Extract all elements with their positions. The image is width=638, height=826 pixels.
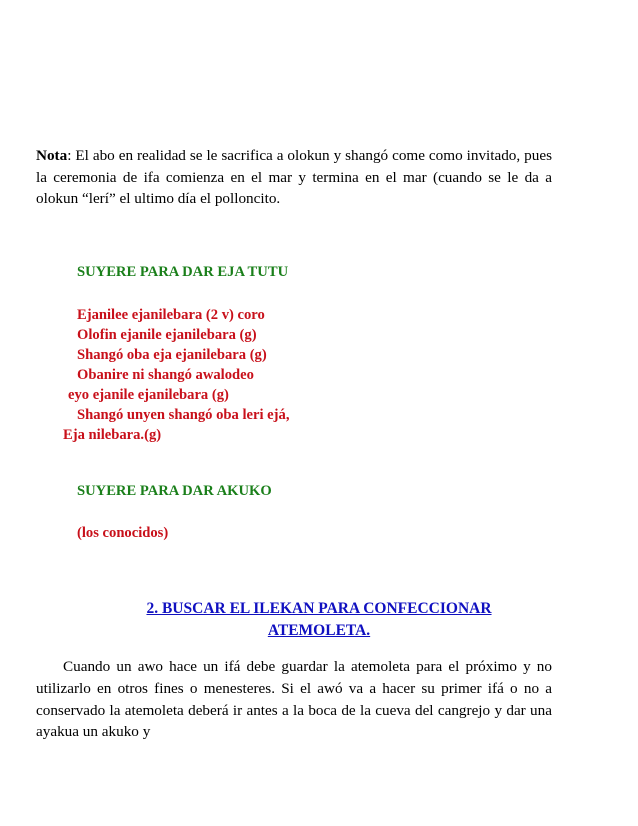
note-paragraph [36,145,552,210]
note-text: : El abo en realidad se le sacrifica a olokun y shangó come como invitado, pues la ceremonia de ifa comienza en el mar y termina en el mar (cuando se le da a olokun “lerí” el ultimo día el polloncito. [36,147,552,207]
eja-line-7: Eja nilebara.(g) [63,427,162,443]
akuko-note: (los conocidos) [77,525,169,541]
eja-line-4: Obanire ni shangó awalodeo [77,367,254,383]
section-heading-line-2: ATEMOLETA. [267,622,371,639]
eja-section-title: SUYERE PARA DAR EJA TUTU [77,264,289,280]
eja-line-1: Ejanilee ejanilebara (2 v) coro [77,307,265,323]
eja-line-5: eyo ejanile ejanilebara (g) [68,387,229,403]
body-paragraph: Cuando un awo hace un ifá debe guardar la atemoleta para el próximo y no utilizarlo en otros fines o menesteres. Si el awó va a hacer su primer ifá o no a conservado la atemoleta deberá ir antes a la boca de la cueva del cangrejo y dar una ayakua un akuko y [36,658,552,741]
eja-line-6: Shangó unyen shangó oba leri ejá, [77,407,290,423]
akuko-section-title: SUYERE PARA DAR AKUKO [77,483,272,499]
eja-line-3: Shangó oba eja ejanilebara (g) [77,347,267,363]
section-heading-line-1: 2. BUSCAR EL ILEKAN PARA CONFECCIONAR [146,600,492,617]
eja-line-2: Olofin ejanile ejanilebara (g) [77,327,257,343]
note-label: Nota [36,147,68,164]
